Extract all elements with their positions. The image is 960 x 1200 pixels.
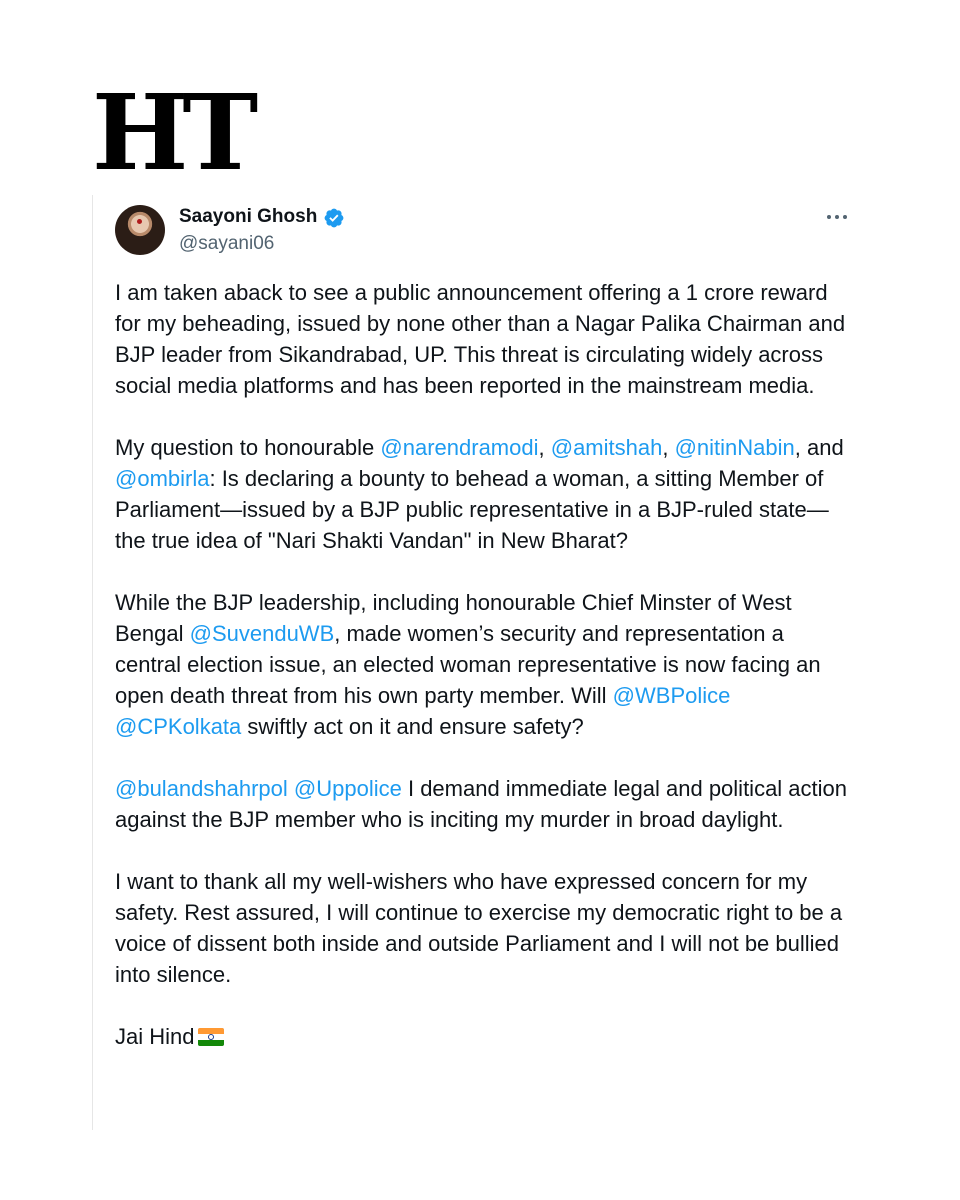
more-dot bbox=[835, 215, 839, 219]
mention-link[interactable]: @Uppolice bbox=[293, 776, 402, 801]
tweet-text-segment: I am taken aback to see a public announcement offering a 1 crore reward for my beheading, issued by none other than a Nagar Palika Chairman and BJP leader from Sikandrabad, UP. This threat is circulating widely across social media platforms and has been reported in the mainstream media. bbox=[115, 280, 846, 398]
tweet-paragraph bbox=[115, 866, 855, 990]
mention-link[interactable]: @ombirla bbox=[115, 466, 210, 491]
more-dot bbox=[827, 215, 831, 219]
mention-link[interactable]: @amitshah bbox=[550, 435, 663, 460]
mention-link[interactable]: @SuvenduWB bbox=[189, 621, 335, 646]
tweet-text-segment: Jai Hind bbox=[115, 1024, 195, 1049]
tweet-paragraph bbox=[115, 587, 855, 742]
mention-link[interactable]: @nitinNabin bbox=[674, 435, 795, 460]
author-handle[interactable]: @sayani06 bbox=[179, 233, 275, 254]
tweet-text-segment: , made women’s security and representation a central election issue, an elected woman representative is now facing an open death threat from his own party member. Will bbox=[115, 621, 821, 708]
tweet-text-segment: My question to honourable bbox=[115, 435, 381, 460]
tweet-text-segment: While the BJP leadership, including honourable Chief Minster of West Bengal bbox=[115, 590, 792, 646]
tweet-text-segment: , bbox=[662, 435, 675, 460]
more-dot bbox=[843, 215, 847, 219]
tweet-paragraph bbox=[115, 432, 855, 556]
tweet-text-segment: , and bbox=[794, 435, 844, 460]
tweet-paragraph bbox=[115, 1021, 855, 1052]
tweet-text-segment: : Is declaring a bounty to behead a woman, a sitting Member of Parliament—issued by a BJP public representative in a BJP-ruled state—the true idea of "Nari Shakti Vandan" in New Bharat? bbox=[115, 466, 829, 553]
tweet-text bbox=[115, 277, 855, 1083]
more-options-icon[interactable] bbox=[821, 205, 853, 229]
tweet-card[interactable] bbox=[92, 195, 873, 1130]
mention-link[interactable]: @WBPolice bbox=[612, 683, 731, 708]
tweet-text-segment: I want to thank all my well-wishers who have expressed concern for my safety. Rest assured, I will continue to exercise my democratic right to be a voice of dissent both inside and outside Parliament and I will not be bullied into silence. bbox=[115, 869, 843, 987]
tweet-paragraph bbox=[115, 277, 855, 401]
mention-link[interactable]: @narendramodi bbox=[380, 435, 539, 460]
tweet-text-segment: swiftly act on it and ensure safety? bbox=[241, 714, 584, 739]
tweet-paragraph bbox=[115, 773, 855, 835]
mention-link[interactable]: @CPKolkata bbox=[115, 714, 242, 739]
ht-logo: HT bbox=[92, 71, 253, 194]
author-name[interactable]: Saayoni Ghosh bbox=[179, 206, 318, 227]
india-flag-icon bbox=[198, 1028, 224, 1046]
mention-link[interactable]: @bulandshahrpol bbox=[115, 776, 288, 801]
verified-badge-icon bbox=[323, 207, 345, 229]
avatar[interactable] bbox=[115, 205, 165, 255]
tweet-text-segment: I demand immediate legal and political action against the BJP member who is inciting my murder in broad daylight. bbox=[115, 776, 848, 832]
tweet-text-segment: , bbox=[538, 435, 551, 460]
